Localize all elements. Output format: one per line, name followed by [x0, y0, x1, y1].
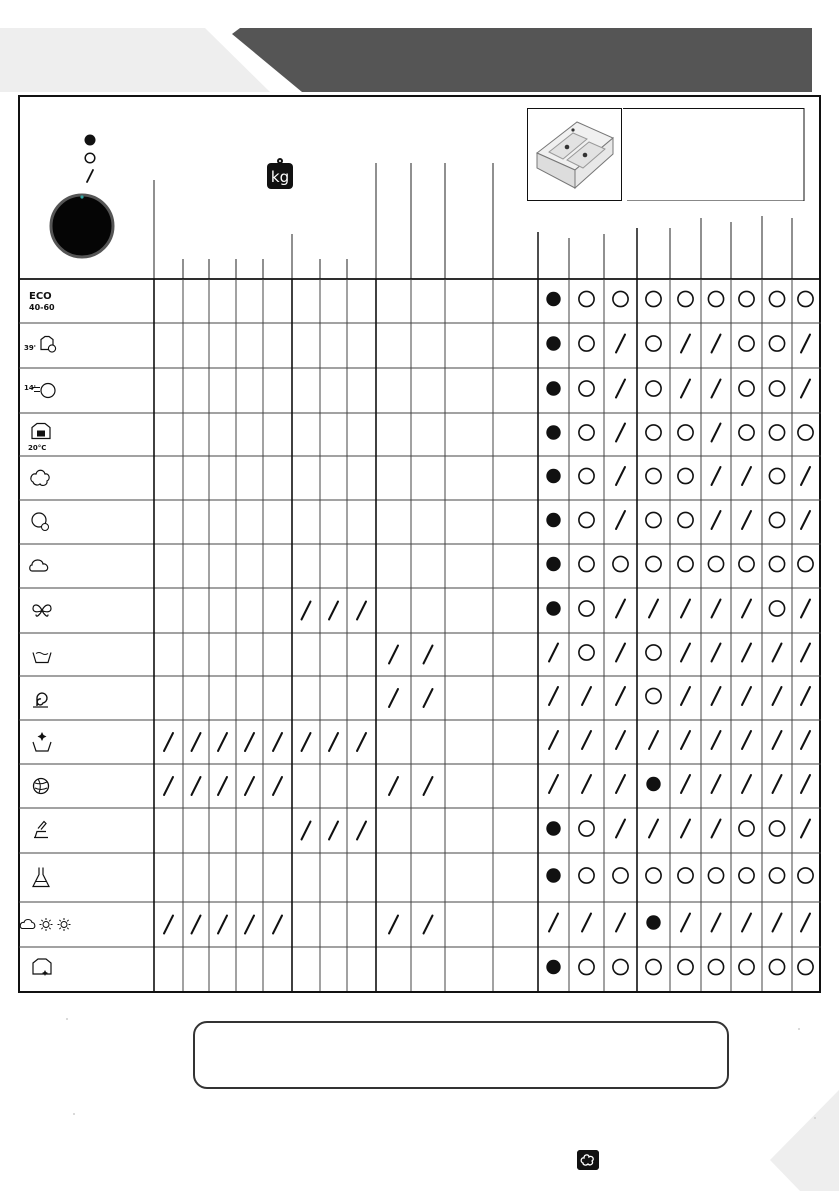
slash-icon	[389, 646, 398, 664]
slash-icon	[681, 600, 690, 618]
slash-icon	[164, 916, 173, 934]
slash-icon	[329, 733, 338, 751]
hollow-dot-icon	[646, 512, 661, 527]
allergy-sun-icon	[20, 920, 35, 929]
slash-icon	[712, 424, 721, 442]
filled-dot-icon	[546, 381, 560, 395]
slash-icon	[773, 775, 782, 793]
slash-icon	[742, 511, 751, 529]
slash-icon	[616, 820, 625, 838]
detergent-drawer-image	[527, 108, 805, 201]
slash-icon	[681, 644, 690, 662]
slash-icon	[582, 687, 591, 705]
slash-icon	[389, 916, 398, 934]
slash-icon	[742, 644, 751, 662]
slash-icon	[616, 511, 625, 529]
filled-dot-icon	[546, 336, 560, 350]
slash-icon	[801, 600, 810, 618]
slash-icon	[773, 687, 782, 705]
slash-icon	[773, 731, 782, 749]
slash-icon	[742, 731, 751, 749]
slash-icon	[616, 380, 625, 398]
hollow-dot-icon	[798, 291, 813, 306]
slash-icon	[801, 687, 810, 705]
eco-label-line1: ECO	[29, 291, 52, 302]
slash-icon	[616, 335, 625, 353]
filled-dot-icon	[646, 777, 660, 791]
eco-label-line2: 40-60	[29, 303, 55, 312]
print-speck	[798, 1028, 800, 1030]
hollow-dot-icon	[579, 425, 594, 440]
wool-lines	[35, 779, 47, 793]
hollow-dot-icon	[678, 425, 693, 440]
sun-icon	[43, 922, 49, 928]
hollow-dot-icon	[646, 425, 661, 440]
slash-icon	[801, 511, 810, 529]
slash-icon	[801, 644, 810, 662]
slash-icon	[616, 775, 625, 793]
slash-icon	[681, 820, 690, 838]
hollow-dot-icon	[579, 291, 594, 306]
hand-mark	[38, 822, 46, 830]
cold-mark	[37, 431, 45, 437]
slash-icon	[616, 644, 625, 662]
hollow-dot-icon	[579, 959, 594, 974]
slash-icon	[302, 602, 311, 620]
slash-icon	[742, 687, 751, 705]
slash-icon	[302, 733, 311, 751]
hollow-dot-icon	[579, 868, 594, 883]
slash-icon	[801, 467, 810, 485]
slash-icon	[302, 822, 311, 840]
hollow-dot-icon	[769, 959, 784, 974]
slash-icon	[712, 335, 721, 353]
hollow-dot-icon	[708, 868, 723, 883]
slash-icon	[712, 687, 721, 705]
hollow-dot-icon	[579, 336, 594, 351]
hollow-dot-icon	[678, 291, 693, 306]
program-dial-icon	[51, 195, 113, 257]
hollow-dot-icon	[739, 291, 754, 306]
slash-icon	[616, 731, 625, 749]
hollow-dot-icon	[739, 336, 754, 351]
hollow-dot-icon	[646, 291, 661, 306]
slash-icon	[582, 731, 591, 749]
slash-icon	[549, 914, 558, 932]
sun-ray	[49, 928, 50, 929]
hollow-dot-icon	[579, 645, 594, 660]
slash-icon	[801, 731, 810, 749]
hand-wash-quick-icon	[34, 832, 48, 838]
slash-icon	[649, 820, 658, 838]
print-speck	[814, 1117, 816, 1119]
dial-indicator	[80, 195, 83, 198]
slash-icon	[273, 916, 282, 934]
hollow-dot-icon	[579, 556, 594, 571]
sun-ray	[49, 920, 50, 921]
slash-icon	[582, 914, 591, 932]
spin-drain-icon	[37, 693, 47, 706]
hollow-dot-icon	[646, 381, 661, 396]
slash-icon	[712, 600, 721, 618]
slash-icon	[801, 775, 810, 793]
hollow-dot-icon	[798, 959, 813, 974]
hollow-dot-icon	[708, 959, 723, 974]
hollow-dot-icon	[769, 868, 784, 883]
slash-icon	[424, 777, 433, 795]
cold-20-label: 20°C	[28, 444, 47, 452]
slash-icon	[616, 424, 625, 442]
slash-icon	[801, 820, 810, 838]
slash-icon	[549, 775, 558, 793]
note-box	[193, 1021, 729, 1089]
slash-icon	[801, 914, 810, 932]
hollow-dot-icon	[739, 959, 754, 974]
slash-icon	[549, 644, 558, 662]
filled-dot-icon	[546, 601, 560, 615]
weight-kg-icon: kg	[267, 163, 293, 189]
sun-ray	[67, 928, 68, 929]
filled-dot-icon	[546, 960, 560, 974]
hollow-dot-icon	[739, 821, 754, 836]
slash-icon	[742, 600, 751, 618]
hollow-dot-icon	[613, 959, 628, 974]
slash-icon	[357, 602, 366, 620]
slash-icon	[681, 914, 690, 932]
slash-icon	[164, 733, 173, 751]
hollow-dot-icon	[613, 291, 628, 306]
hollow-dot-icon	[769, 425, 784, 440]
slash-icon	[192, 916, 201, 934]
hollow-dot-icon	[678, 959, 693, 974]
hollow-dot-icon	[708, 556, 723, 571]
slash-icon	[773, 644, 782, 662]
hollow-dot-icon	[646, 336, 661, 351]
sparkle-icon	[38, 732, 47, 741]
slash-icon	[681, 380, 690, 398]
hollow-dot-icon	[613, 556, 628, 571]
hollow-dot-icon	[769, 468, 784, 483]
slash-icon	[389, 777, 398, 795]
print-speck	[66, 1018, 68, 1020]
slash-icon	[616, 467, 625, 485]
wool-ball-icon	[34, 779, 49, 794]
hollow-dot-icon	[646, 645, 661, 660]
filled-dot-icon	[546, 292, 560, 306]
slash-icon	[712, 731, 721, 749]
hollow-dot-icon	[769, 336, 784, 351]
slash-icon	[742, 467, 751, 485]
slash-icon	[245, 777, 254, 795]
slash-icon	[616, 914, 625, 932]
filled-dot-icon	[546, 868, 560, 882]
hollow-dot-icon	[678, 868, 693, 883]
hollow-dot-icon	[579, 468, 594, 483]
slash-icon	[549, 731, 558, 749]
slash-icon	[712, 511, 721, 529]
drum-clean-flask-icon	[33, 868, 49, 887]
hollow-dot-icon	[85, 153, 95, 163]
slash-icon	[712, 380, 721, 398]
hollow-dot-icon	[769, 512, 784, 527]
rinse-sparkle-icon	[33, 742, 51, 751]
refresh-shirt-icon	[33, 959, 51, 974]
hollow-dot-icon	[646, 959, 661, 974]
hollow-dot-icon	[678, 468, 693, 483]
rapid-14-label: 14'	[24, 384, 36, 392]
slash-icon	[245, 733, 254, 751]
slash-icon	[424, 646, 433, 664]
filled-dot-icon	[546, 557, 560, 571]
mixed-mini-icon	[42, 524, 49, 531]
sun-ray	[41, 920, 42, 921]
water-wave	[36, 653, 48, 655]
hollow-dot-icon	[798, 556, 813, 571]
quick-39-label: 39'	[24, 344, 36, 352]
hollow-dot-icon	[708, 291, 723, 306]
eco-40-60-label	[29, 291, 55, 313]
filled-dot-icon	[646, 915, 660, 929]
filled-dot-icon	[85, 135, 96, 146]
slash-icon	[273, 777, 282, 795]
slash-icon	[712, 775, 721, 793]
slash-icon	[801, 380, 810, 398]
slash-icon	[773, 914, 782, 932]
slash-icon	[712, 914, 721, 932]
slash-icon	[164, 777, 173, 795]
slash-icon	[218, 777, 227, 795]
cotton-foot-icon	[577, 1150, 599, 1170]
slash-icon	[681, 335, 690, 353]
hollow-dot-icon	[739, 868, 754, 883]
hollow-dot-icon	[646, 468, 661, 483]
hollow-dot-icon	[739, 556, 754, 571]
slash-icon	[712, 644, 721, 662]
hollow-dot-icon	[579, 381, 594, 396]
hollow-dot-icon	[579, 512, 594, 527]
detergent-drawer-panel	[527, 108, 805, 201]
hollow-dot-icon	[769, 821, 784, 836]
hollow-dot-icon	[579, 821, 594, 836]
hollow-dot-icon	[646, 688, 661, 703]
slash-icon	[681, 731, 690, 749]
slash-icon	[357, 822, 366, 840]
slash-icon	[329, 602, 338, 620]
hollow-dot-icon	[678, 556, 693, 571]
slash-icon	[87, 170, 93, 182]
print-speck	[73, 1113, 75, 1115]
delicates-butterfly-icon	[33, 605, 51, 616]
filled-dot-icon	[546, 821, 560, 835]
slash-icon	[549, 687, 558, 705]
slash-icon	[192, 777, 201, 795]
slash-icon	[616, 600, 625, 618]
clock-mini-icon	[48, 345, 55, 352]
slash-icon	[649, 600, 658, 618]
hollow-dot-icon	[646, 868, 661, 883]
sun-ray	[59, 920, 60, 921]
slash-icon	[389, 689, 398, 707]
slash-icon	[681, 687, 690, 705]
slash-icon	[616, 687, 625, 705]
slash-icon	[245, 916, 254, 934]
slash-icon	[712, 820, 721, 838]
hollow-dot-icon	[613, 868, 628, 883]
slash-icon	[681, 775, 690, 793]
slash-icon	[357, 733, 366, 751]
slash-icon	[218, 733, 227, 751]
slash-icon	[424, 689, 433, 707]
filled-dot-icon	[546, 425, 560, 439]
hollow-dot-icon	[646, 556, 661, 571]
hollow-dot-icon	[739, 425, 754, 440]
slash-icon	[742, 775, 751, 793]
sun-icon	[61, 922, 67, 928]
slash-icon	[582, 775, 591, 793]
slash-icon	[649, 731, 658, 749]
hollow-dot-icon	[579, 601, 594, 616]
slash-icon	[424, 916, 433, 934]
hollow-dot-icon	[769, 381, 784, 396]
hollow-dot-icon	[769, 556, 784, 571]
hollow-dot-icon	[798, 868, 813, 883]
synthetic-cloud-icon	[30, 560, 48, 571]
slash-icon	[218, 916, 227, 934]
cotton-icon	[31, 470, 49, 485]
filled-dot-icon	[546, 469, 560, 483]
sun-ray	[41, 928, 42, 929]
hollow-dot-icon	[678, 512, 693, 527]
refresh-sparkle	[42, 970, 48, 976]
filled-dot-icon	[546, 513, 560, 527]
slash-icon	[801, 335, 810, 353]
slash-icon	[712, 467, 721, 485]
slash-icon	[742, 914, 751, 932]
sun-ray	[67, 920, 68, 921]
slash-icon	[329, 822, 338, 840]
sun-ray	[59, 928, 60, 929]
slash-icon	[192, 733, 201, 751]
hollow-dot-icon	[769, 291, 784, 306]
hollow-dot-icon	[769, 601, 784, 616]
corner-shade	[770, 1090, 839, 1191]
hollow-dot-icon	[798, 425, 813, 440]
slash-icon	[273, 733, 282, 751]
hollow-dot-icon	[739, 381, 754, 396]
rapid-14-min-icon	[41, 384, 55, 398]
